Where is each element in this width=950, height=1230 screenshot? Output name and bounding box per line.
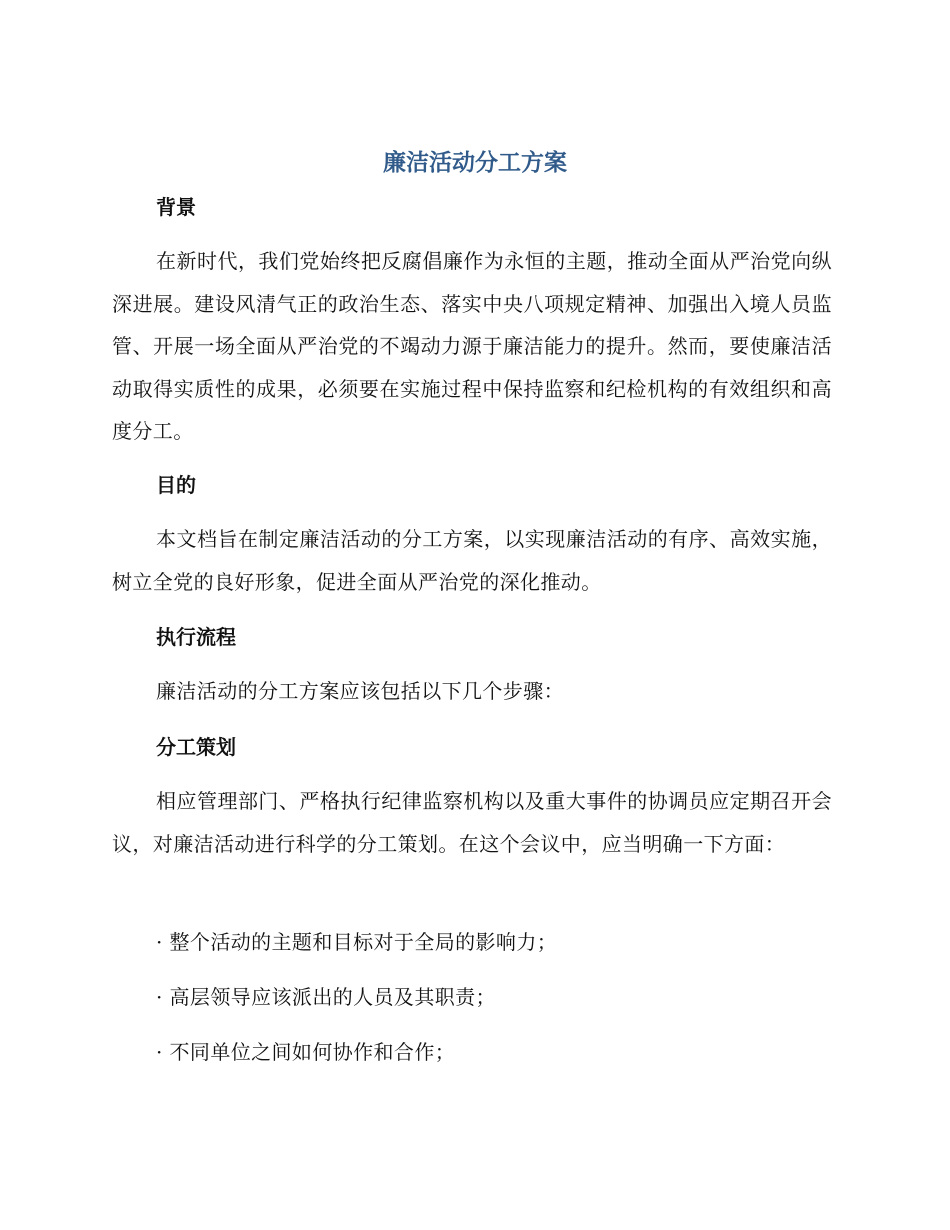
- bullet-item: [112, 1037, 832, 1067]
- section-purpose-heading: [112, 470, 832, 500]
- bullet-text: · 高层领导应该派出的人员及其职责；: [156, 985, 496, 1009]
- document-title: 廉洁活动分工方案: [383, 150, 567, 176]
- paragraph-background: 在新时代，我们党始终把反腐倡廉作为永恒的主题，推动全面从严治党向纵深进展。建设风清气正的政治生态、落实中央八项规定精神、加强出入境人员监管、开展一场全面从严治党的不竭动力源于廉洁能力的提升。然而，要使廉洁活动取得实质性的成果，必须要在实施过程中保持监察和纪检机构的有效组织和高度分工。: [112, 249, 832, 443]
- bullet-text: · 不同单位之间如何协作和合作；: [156, 1040, 456, 1064]
- section-background-body: [112, 240, 832, 453]
- section-process-body: [112, 670, 832, 713]
- paragraph-process: 廉洁活动的分工方案应该包括以下几个步骤：: [156, 679, 564, 703]
- bullet-item: [112, 927, 832, 957]
- heading-background: 背景: [156, 195, 196, 219]
- bullet-text: · 整个活动的主题和目标对于全局的影响力；: [156, 930, 558, 954]
- section-planning-heading: [112, 732, 832, 762]
- paragraph-purpose: 本文档旨在制定廉洁活动的分工方案，以实现廉洁活动的有序、高效实施，树立全党的良好形象，促进全面从严治党的深化推动。: [112, 527, 832, 594]
- section-planning-body: [112, 780, 832, 865]
- heading-purpose: 目的: [156, 473, 196, 497]
- paragraph-planning: 相应管理部门、严格执行纪律监察机构以及重大事件的协调员应定期召开会议，对廉洁活动进行科学的分工策划。在这个会议中，应当明确一下方面：: [112, 789, 832, 856]
- heading-planning: 分工策划: [156, 735, 236, 759]
- heading-process: 执行流程: [156, 625, 236, 649]
- section-background-heading: [112, 192, 832, 222]
- section-process-heading: [112, 622, 832, 652]
- section-purpose-body: [112, 518, 832, 603]
- bullet-item: [112, 982, 832, 1012]
